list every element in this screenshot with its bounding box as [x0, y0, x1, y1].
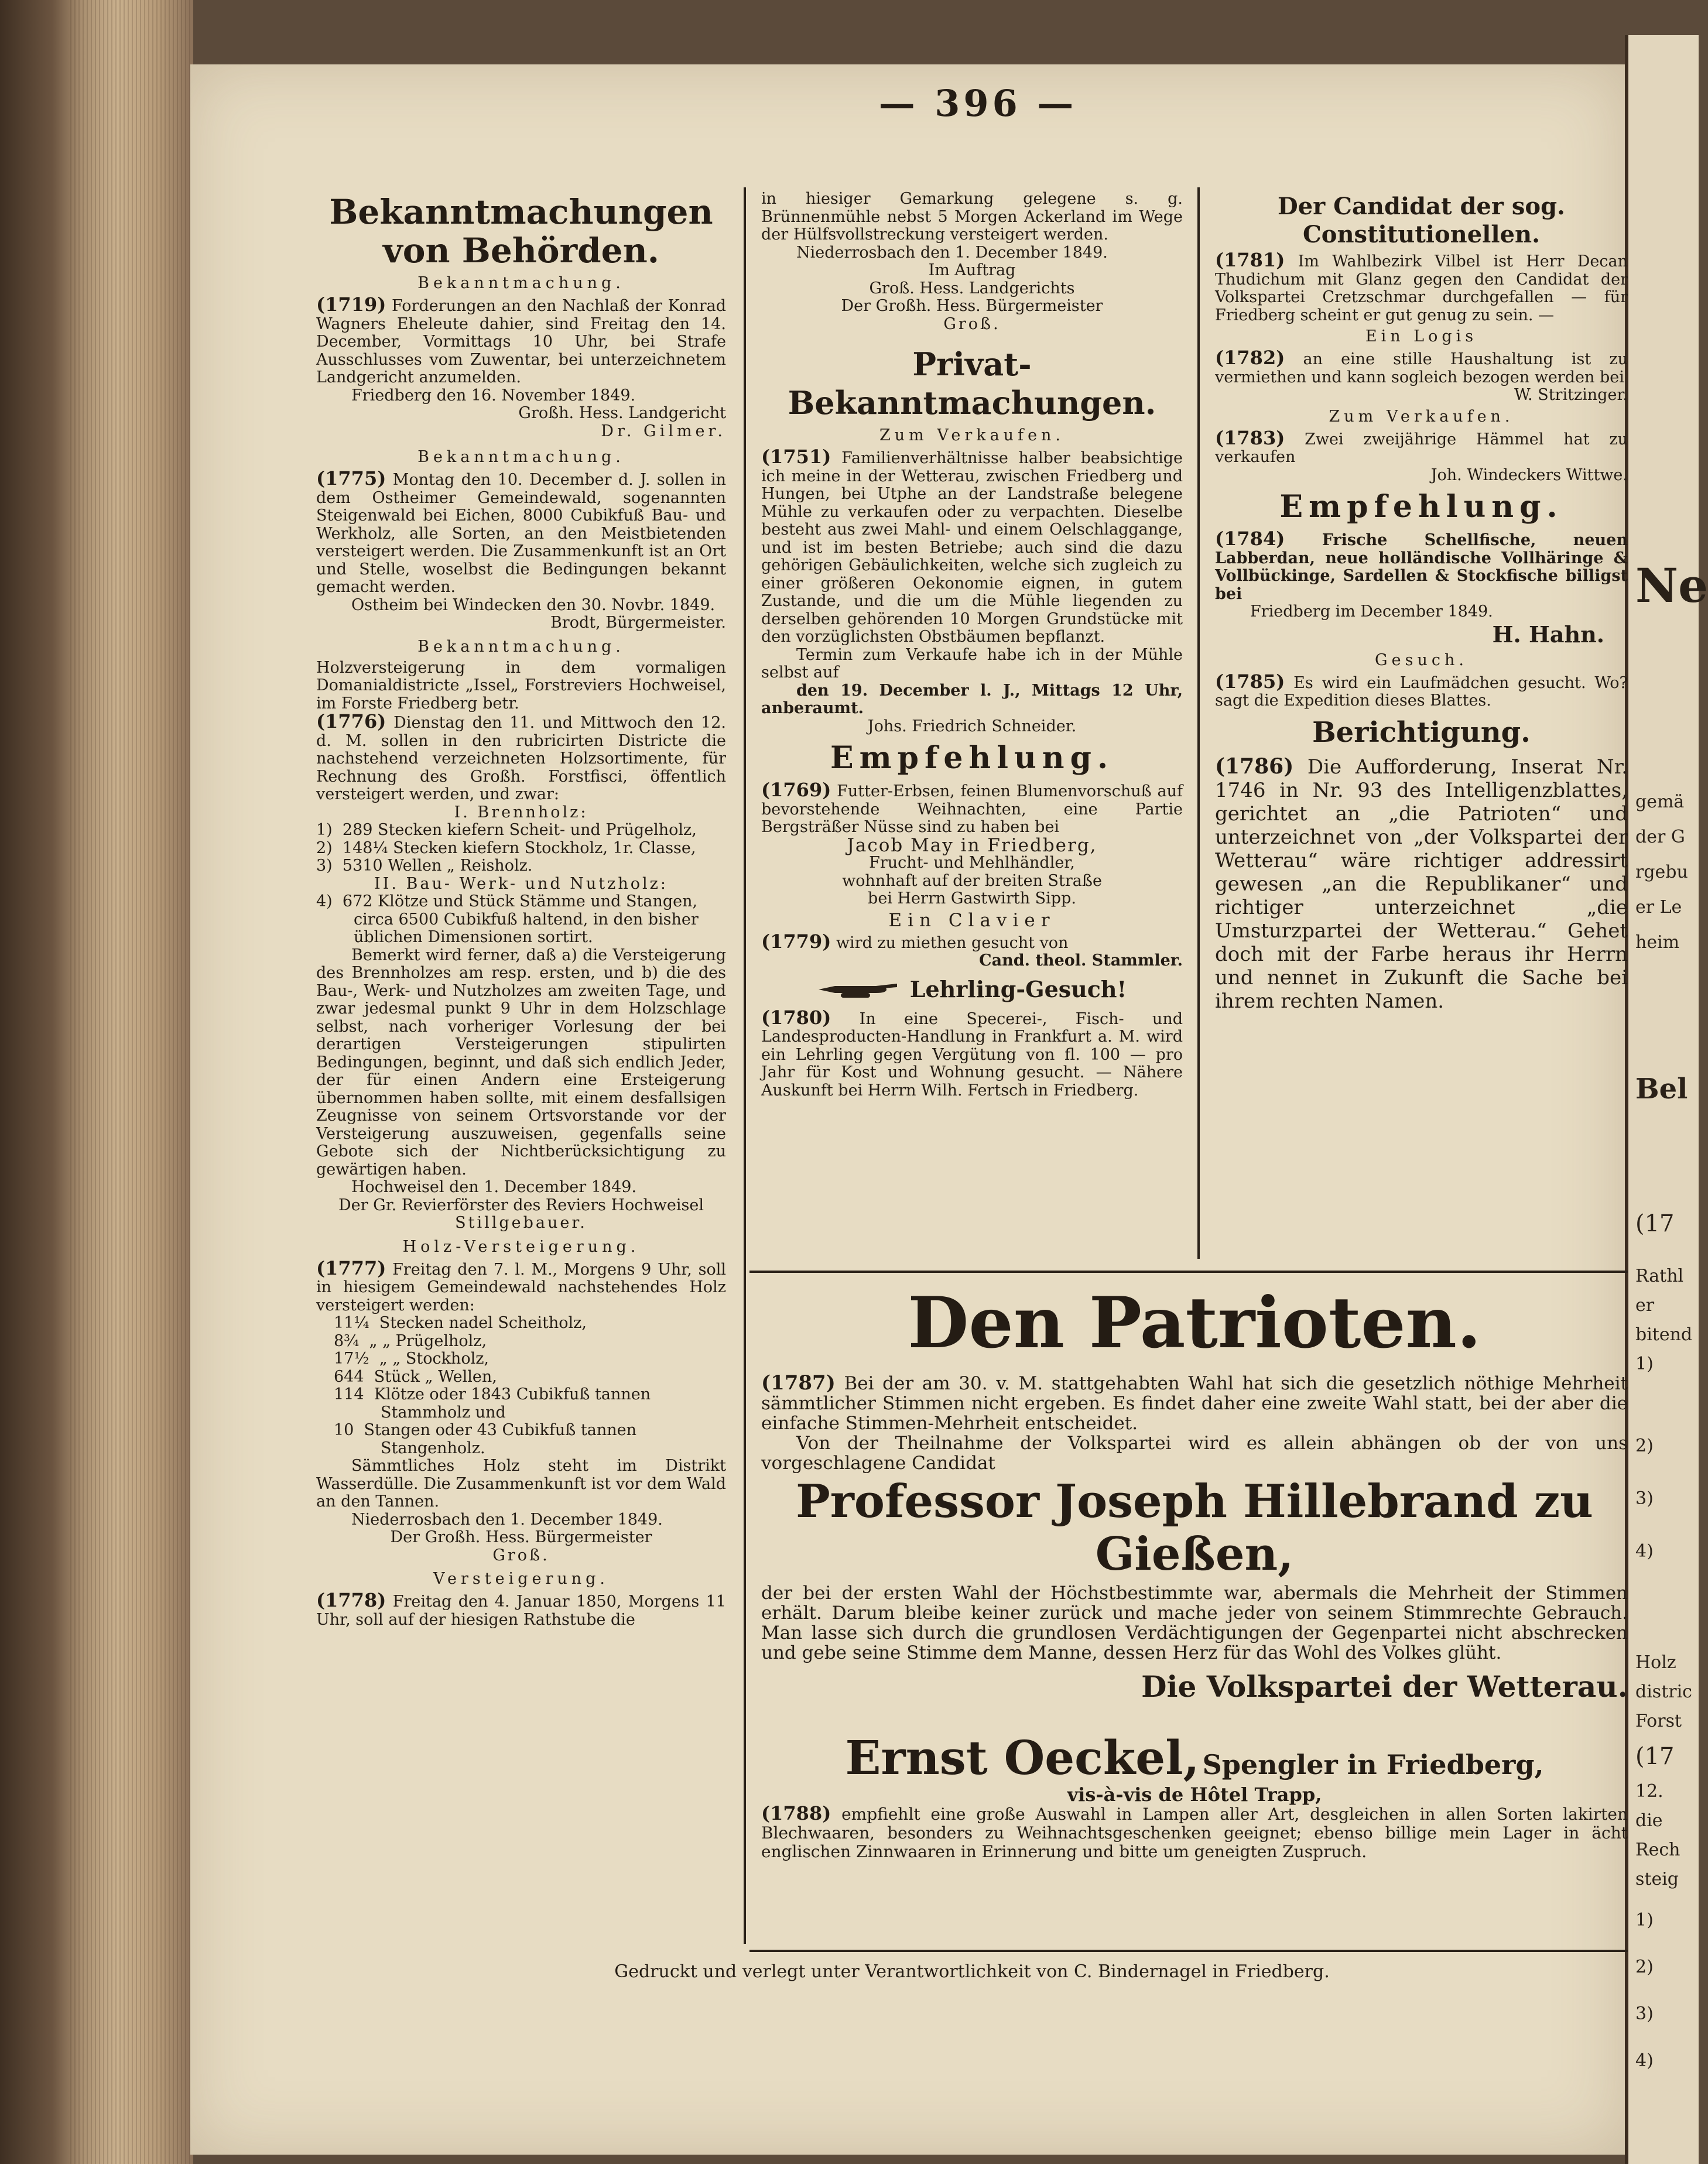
notice-title: Versteigerung.	[433, 1570, 610, 1588]
adjacent-page-fragment: 4)	[1635, 1541, 1654, 1562]
notice-title: Zum Verkaufen.	[879, 426, 1065, 444]
advert-text: empfiehlt eine große Auswahl in Lampen aller Art, desgleichen in allen Sorten lakirten Blechwaaren, besonders zu Weihnachtsgeschenken geeignet; ebenso billige mein Lager in ächt englischen Zinnwaaren in Erinnerung und bitte um geneigten Zuspruch.	[761, 1804, 1628, 1861]
notice-1777	[316, 1238, 726, 1565]
notice-1769	[761, 740, 1183, 908]
notice-text: Dienstag den 11. und Mittwoch den 12. d. M. sollen in den rubricirten Districte die nachstehend verzeichneten Holzsortimente, für Rechnung des Großh. Forstfisci, öffentlich versteigert werden, und zwar:	[316, 714, 726, 803]
notice-number: (1775)	[316, 467, 386, 489]
notice-commission: Im Auftrag	[928, 261, 1016, 279]
adjacent-page-fragment: 4)	[1635, 2050, 1654, 2071]
notice-number: (1783)	[1215, 426, 1285, 449]
list-item-text: 289 Stecken kiefern Scheit- und Prügelholz,	[342, 821, 697, 839]
appeal-body	[761, 1373, 1628, 1705]
list-item-quantity: 644	[334, 1367, 364, 1386]
notice-signature-name: Groß.	[492, 1546, 550, 1564]
list-item-text: 672 Klötze und Stück Stämme und Stangen, circa 6500 Cubikfuß haltend, in den bisher üblichen Dimensionen sortirt.	[342, 892, 699, 946]
notice-title-row	[761, 974, 1183, 1005]
notice-date: den 19. December l. J., Mittags 12 Uhr, anberaumt.	[761, 681, 1183, 717]
list-item-quantity: 11¼	[334, 1314, 369, 1332]
notice-number: (1781)	[1215, 249, 1285, 271]
notice-number: (1786)	[1215, 754, 1294, 779]
notice-text: In eine Specerei-, Fisch- und Landesproducten-Handlung in Frankfurt a. M. wird ein Lehrling gegen Vergütung von fl. 100 — pro Jahr für Kost und Wohnung gesucht. — Nähere Auskunft bei Herrn Wilh. Fertsch in Friedberg.	[761, 1009, 1183, 1100]
notice-title: Lehrling-Gesuch!	[909, 975, 1127, 1002]
notice-text: Familienverhältnisse halber beabsichtige ich meine in der Wetterau, zwischen Friedberg und Hungen, bei Utphe an der Landstraße belegene Mühle zu verkaufen oder zu verpachten. Dieselbe besteht aus zwei Mahl- und einem Oelschlaggange, und ist im besten Betriebe; auch sind die dazu gehörigen Gebäulichkeiten, welche sich zugleich zu einer größeren Oekonomie eignen, in gutem Zustande, und die um die Mühle liegenden zu derselben gehörenden 10 Morgen Grundstücke mit den vorzüglichsten Obstbäumen bepflanzt.	[761, 449, 1183, 646]
column-rule	[744, 187, 746, 1944]
notice-title: Gesuch.	[1375, 650, 1468, 669]
adjacent-page-strip	[1625, 35, 1708, 2164]
adjacent-page-fragment: Rathl	[1635, 1266, 1684, 1286]
column-authorities	[316, 190, 726, 1629]
notice-signature-name: Groß.	[943, 314, 1001, 333]
notice-text: Forderungen an den Nachlaß der Konrad Wagners Eheleute dahier, sind Freitag den 14. December, Vormittags 10 Uhr, bei Strafe Ausschlusses vom Zuwentar, bei unterzeichnetem Landgericht anzumelden.	[316, 297, 726, 386]
adjacent-page-fragment: rgebu	[1635, 862, 1688, 882]
notice-signature: Der Gr. Revierförster des Reviers Hochweisel	[338, 1196, 704, 1214]
adjacent-page-fragment: er Le	[1635, 897, 1682, 917]
notice-place-date: Ostheim bei Windecken den 30. Novbr. 1849.	[351, 595, 716, 614]
adjacent-page-fragment: die	[1635, 1810, 1663, 1831]
section-rule	[749, 1271, 1628, 1273]
list-item-text: „ „ Prügelholz,	[369, 1331, 487, 1350]
list-item-text: 5310 Wellen „ Reisholz.	[342, 857, 533, 875]
notice-signature: bei Herrn Gastwirth Sipp.	[868, 889, 1076, 908]
notice-number: (1787)	[761, 1371, 836, 1395]
notice-1781	[1215, 251, 1628, 324]
adjacent-page-fragment: heim	[1635, 932, 1680, 953]
notice-place-date: Niederrosbach den 1. December 1849.	[796, 243, 1108, 262]
adjacent-page-fragment: distric	[1635, 1682, 1692, 1702]
adjacent-page-fragment: Rech	[1635, 1840, 1680, 1860]
notice-1776	[316, 638, 726, 1232]
notice-place-date: Friedberg im December 1849.	[1250, 602, 1493, 621]
notice-signature: H. Hahn.	[1492, 621, 1604, 648]
notice-signature: Großh. Hess. Landgericht	[518, 404, 726, 422]
notice-title: Berichtigung.	[1312, 715, 1531, 749]
list-item-quantity: 10	[334, 1421, 354, 1439]
section-heading-private: Privat-Bekanntmachungen.	[788, 345, 1156, 422]
notice-text: Zwei zweijährige Hämmel hat zu verkaufen	[1215, 430, 1628, 466]
notice-1783	[1215, 408, 1628, 485]
adjacent-page-fragment: (17	[1635, 1210, 1675, 1237]
adjacent-page-fragment: Holz	[1635, 1652, 1676, 1673]
notice-continuation: in hiesiger Gemarkung gelegene s. g. Brünnenmühle nebst 5 Morgen Ackerland im Wege der Hülfsvollstreckung versteigert werden.	[761, 190, 1183, 244]
adjacent-page-fragment: 1)	[1635, 1354, 1654, 1374]
notice-1751	[761, 427, 1183, 735]
notice-1786	[1215, 715, 1628, 1013]
notice-signature: Joh. Windeckers Wittwe.	[1430, 465, 1628, 484]
list-item-text: Stück „ Wellen,	[374, 1367, 497, 1386]
notice-remark: Bemerkt wird ferner, daß a) die Versteigerung des Brennholzes am resp. ersten, und b) die des Bau-, Werk- und Nutzholzes am zweiten Tage, und zwar jedesmal punkt 9 Uhr in dem Holzschlage selbst, nach vorheriger Vorlesung der bei derartigen Versteigerungen stipulirten Bedingungen, beginnt, und daß sich endlich Jeder, der für einen Andern eine Ersteigerung übernommen haben sollte, mit einem desfallsigen Zeugnisse von seinem Ortsvorstande vor der Versteigerung auszuweisen, gegenfalls seine Gebote sich der Nichtberücksichtigung zu gewärtigen haben.	[316, 946, 726, 1179]
candidate-name: Professor Joseph Hillebrand zu Gießen,	[796, 1475, 1593, 1581]
notice-signature-name: Stillgebauer.	[455, 1214, 587, 1232]
notice-text: Montag den 10. December d. J. sollen in dem Ostheimer Gemeindewald, sogenannten Steigenwald bei Eichen, 8000 Cubikfuß Bau- und Werkholz, alle Sorten, an den Meistbietenden versteigert werden. Die Zusammenkunft ist an Ort und Stelle, woselbst die Bedingungen bekannt gemacht werden.	[316, 471, 726, 596]
adjacent-page-fragment: Forst	[1635, 1711, 1682, 1731]
notice-title: Ein Logis	[1365, 327, 1478, 345]
notice-text: Die Aufforderung, Inserat Nr. 1746 in Nr. 93 des Intelligenzblattes, gerichtet an „die Patrioten“ und unterzeichnet von „der Volkspartei der Wetterau“ wäre richtiger addressirt gewesen „an die Republikaner“ und richtiger unterzeichnet „die Umsturzpartei der Wetterau.“ Gehet doch mit der Farbe heraus ihr Herrn und nennet in Zukunft die Sache bei ihrem rechten Namen.	[1215, 755, 1628, 1013]
notice-number: (1751)	[761, 446, 831, 468]
notice-title: Bekanntmachung.	[417, 448, 625, 466]
notice-signature: Johs. Friedrich Schneider.	[867, 717, 1077, 735]
adjacent-page-fragment: Ne	[1635, 558, 1708, 613]
notice-title: Bekanntmachung.	[417, 637, 625, 656]
list-item-text: Stangen oder 43 Cubikfuß tannen Stangenholz.	[364, 1421, 636, 1457]
notice-place-date: Hochweisel den 1. December 1849.	[351, 1178, 637, 1196]
notice-signature: Der Großh. Hess. Bürgermeister	[841, 297, 1103, 315]
notice-1785	[1215, 652, 1628, 710]
notice-text: Frische Schellfische, neuen Labberdan, neue holländische Vollhäringe & Vollbückinge, Sardellen & Stockfische billigst bei	[1215, 531, 1628, 603]
notice-signature: Brodt, Bürgermeister.	[550, 614, 726, 632]
advert-oeckel	[761, 1730, 1628, 1861]
notice-1778	[316, 1570, 726, 1629]
notice-signature: Frucht- und Mehlhändler,	[869, 854, 1075, 872]
appeal-text-1: Bei der am 30. v. M. stattgehabten Wahl hat sich die gesetzlich nöthige Mehrheit sämmtlicher Stimmen nicht ergeben. Es findet daher eine zweite Wahl statt, bei der aber die einfache Stimmen-Mehrheit entscheidet.	[761, 1373, 1628, 1434]
notice-title: Empfehlung.	[830, 740, 1114, 776]
notice-title: Ein Clavier	[888, 909, 1056, 931]
book-fore-edge	[0, 0, 193, 2164]
notice-title: Holz-Versteigerung.	[402, 1237, 640, 1256]
adjacent-page-fragment: 1)	[1635, 1910, 1654, 1930]
list-item-number: 4)	[316, 892, 333, 910]
notice-number: (1776)	[316, 710, 386, 732]
notice-place-date: Niederrosbach den 1. December 1849.	[351, 1510, 663, 1529]
notice-number: (1780)	[761, 1006, 831, 1029]
pointing-hand-icon	[817, 978, 899, 1001]
adjacent-page-fragment: Bel	[1635, 1073, 1688, 1105]
notice-number: (1769)	[761, 779, 831, 801]
section-heading-authorities: Bekanntmachungen von Behörden.	[329, 192, 713, 270]
adjacent-page-fragment: 12.	[1635, 1781, 1663, 1802]
notice-number: (1719)	[316, 293, 386, 316]
page-number: — 396 —	[878, 82, 1077, 125]
notice-signature: Der Großh. Hess. Bürgermeister	[390, 1528, 652, 1546]
list-item-text: Stecken nadel Scheitholz,	[379, 1314, 587, 1332]
adjacent-page-fragment: 3)	[1635, 2004, 1654, 2024]
notice-number: (1788)	[761, 1802, 831, 1824]
adjacent-page-fragment: 3)	[1635, 1488, 1654, 1509]
notice-1784	[1215, 489, 1628, 648]
notice-signature: Cand. theol. Stammler.	[979, 951, 1183, 970]
notice-subheading: II. Bau- Werk- und Nutzholz:	[374, 874, 668, 893]
list-item-text: 148¼ Stecken kiefern Stockholz, 1r. Classe,	[342, 838, 696, 857]
notice-subheading: I. Brennholz:	[454, 803, 588, 821]
notice-title: Zum Verkaufen.	[1329, 407, 1514, 426]
notice-number: (1785)	[1215, 670, 1285, 693]
appeal-text-2: Von der Theilnahme der Volkspartei wird es allein abhängen ob der von uns vorgeschlagene Candidat	[761, 1433, 1628, 1474]
notice-1719	[316, 275, 726, 440]
appeal-signature: Die Volkspartei der Wetterau.	[1141, 1669, 1628, 1704]
list-item-number: 1)	[316, 821, 333, 839]
appeal-text-3: der bei der ersten Wahl der Höchstbestimmte war, abermals die Mehrheit der Stimmen erhält. Darum bleibe keiner zurück und mache jeder von seinem Stimmrechte Gebrauch. Man lasse sich durch die grundlosen Verdächtigungen der Gegenpartei nicht abschrecken und gebe seine Stimme dem Manne, dessen Herz für das Wohl des Volkes glüht.	[761, 1583, 1628, 1663]
adjacent-page-fragment: bitend	[1635, 1324, 1693, 1345]
list-item-text: Klötze oder 1843 Cubikfuß tannen Stammholz und	[374, 1385, 651, 1422]
adjacent-page-fragment: 2)	[1635, 1957, 1654, 1977]
notice-signature: wohnhaft auf der breiten Straße	[842, 871, 1102, 890]
notice-intro: Holzversteigerung in dem vormaligen Domanialdistricte „Issel„ Forstreviers Hochweisel, im Forste Friedberg betr.	[316, 658, 726, 713]
list-item-quantity: 17½	[334, 1350, 369, 1368]
notice-number: (1784)	[1215, 528, 1285, 550]
adjacent-page-fragment: er	[1635, 1295, 1655, 1316]
notice-signature-name: Jacob May in Friedberg,	[847, 834, 1097, 856]
notice-text: Es wird ein Laufmädchen gesucht. Wo? sagt die Expedition dieses Blattes.	[1215, 673, 1628, 710]
notice-text: Freitag den 4. Januar 1850, Morgens 11 Uhr, soll auf der hiesigen Rathstube die	[316, 1593, 726, 1629]
list-item-quantity: 114	[334, 1385, 364, 1403]
notice-text: wird zu miethen gesucht von	[836, 933, 1069, 952]
list-item-text: „ „ Stockholz,	[379, 1350, 490, 1368]
notice-heading-candidate: Der Candidat der sog. Constitutionellen.	[1278, 193, 1565, 248]
column-private	[761, 190, 1183, 1100]
notice-number: (1779)	[761, 930, 831, 953]
notice-remark: Sämmtliches Holz steht im Distrikt Wasserdülle. Die Zusammenkunft ist vor dem Wald an den Tannen.	[316, 1457, 726, 1511]
advert-name: Ernst Oeckel,	[845, 1730, 1200, 1785]
list-item-quantity: 8¾	[334, 1331, 360, 1350]
notice-number: (1778)	[316, 1589, 386, 1611]
notice-1782	[1215, 328, 1628, 405]
appeal-title: Den Patrioten.	[908, 1282, 1481, 1364]
advert-trade: Spengler in Friedberg,	[1202, 1749, 1544, 1780]
section-rule	[749, 1950, 1628, 1952]
notice-number: (1777)	[316, 1256, 386, 1279]
notice-text: Freitag den 7. l. M., Morgens 9 Uhr, soll in hiesigem Gemeindewald nachstehendes Holz versteigert werden:	[316, 1260, 726, 1314]
notice-text: Futter-Erbsen, feinen Blumenvorschuß auf bevorstehende Weihnachten, eine Partie Bergsträßer Nüsse sind zu haben bei	[761, 782, 1183, 836]
notice-signature: Groß. Hess. Landgerichts	[869, 279, 1075, 297]
notice-place-date: Friedberg den 16. November 1849.	[351, 386, 636, 405]
list-item-number: 2)	[316, 838, 333, 857]
notice-1775	[316, 448, 726, 632]
notice-text: an eine stille Haushaltung ist zu vermiethen und kann sogleich bezogen werden bei	[1215, 350, 1628, 386]
adjacent-page-fragment: gemä	[1635, 792, 1685, 812]
advert-address: vis-à-vis de Hôtel Trapp,	[1067, 1783, 1322, 1806]
adjacent-page-fragment: der G	[1635, 827, 1685, 847]
notice-signature-name: Dr. Gilmer.	[601, 422, 726, 440]
column-rule	[1197, 187, 1200, 1259]
adjacent-page-fragment: 2)	[1635, 1436, 1654, 1456]
notice-termin: Termin zum Verkaufe habe ich in der Mühle selbst auf	[761, 645, 1183, 682]
election-appeal	[761, 1282, 1628, 1861]
notice-signature: W. Stritzinger.	[1514, 386, 1628, 404]
notice-1779	[761, 909, 1183, 970]
adjacent-page-fragment: (17	[1635, 1743, 1675, 1770]
notice-title: Bekanntmachung.	[417, 274, 625, 292]
notice-text: Im Wahlbezirk Vilbel ist Herr Decan Thudichum mit Glanz gegen den Candidat der Volkspartei Cretzschmar durchgefallen — für Friedberg scheint er gut genug zu sein. —	[1215, 252, 1628, 324]
adjacent-page-fragment: steig	[1635, 1869, 1679, 1889]
printer-imprint: Gedruckt und verlegt unter Verantwortlichkeit von C. Bindernagel in Friedberg.	[614, 1961, 1330, 1982]
notice-number: (1782)	[1215, 347, 1285, 369]
notice-1780	[761, 974, 1183, 1100]
list-item-number: 3)	[316, 857, 333, 875]
notice-title: Empfehlung.	[1279, 489, 1563, 525]
column-notices-right	[1215, 190, 1628, 1013]
